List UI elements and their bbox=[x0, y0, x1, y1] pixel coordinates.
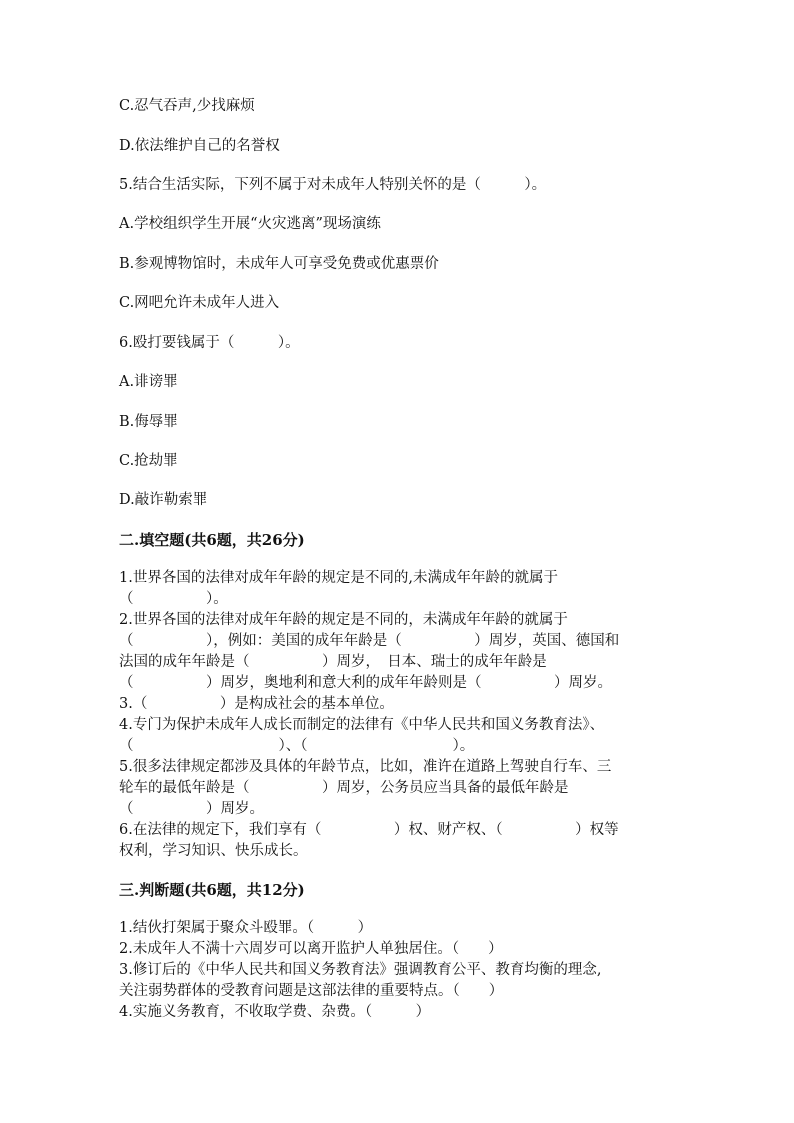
fill-blank-line: （ ），例如：美国的成年年龄是（ ）周岁，英国、德国和 bbox=[119, 633, 620, 649]
fill-blank-line: 1.世界各国的法律对成年年龄的规定是不同的,未满成年年龄的就属于 bbox=[119, 570, 558, 586]
true-false-line: 2.未成年人不满十六周岁可以离开监护人单独居住。（ ） bbox=[119, 941, 503, 957]
true-false-heading: 三.判断题(共6题，共12分) bbox=[119, 881, 305, 899]
fill-blank-line: 3.（ ）是构成社会的基本单位。 bbox=[119, 696, 394, 712]
fill-blank-line: （ ）周岁，奥地利和意大利的成年年龄则是（ ）周岁。 bbox=[119, 675, 612, 691]
true-false-line: 3.修订后的《中华人民共和国义务教育法》强调教育公平、教育均衡的理念, bbox=[119, 962, 602, 978]
q6-option-b: B.侮辱罪 bbox=[119, 414, 178, 430]
q6-option-c: C.抢劫罪 bbox=[119, 453, 178, 469]
q4-option-d: D.依法维护自己的名誉权 bbox=[119, 138, 280, 154]
fill-blank-line: 法国的成年年龄是（ ）周岁， 日本、瑞士的成年年龄是 bbox=[119, 654, 547, 670]
fill-blank-line: 轮车的最低年龄是（ ）周岁，公务员应当具备的最低年龄是 bbox=[119, 780, 569, 796]
q6-option-a: A.诽谤罪 bbox=[119, 374, 178, 390]
fill-blank-line: 权利，学习知识、快乐成长。 bbox=[119, 843, 308, 859]
true-false-line: 1.结伙打架属于聚众斗殴罪。（ ） bbox=[119, 920, 373, 936]
fill-blank-line: 4.专门为保护未成年人成长而制定的法律有《中华人民共和国义务教育法》、 bbox=[119, 717, 605, 733]
q5-option-a: A.学校组织学生开展“火灾逃离”现场演练 bbox=[119, 216, 381, 232]
fill-blank-line: （ ）、（ ）。 bbox=[119, 738, 475, 754]
fill-blank-line: 6.在法律的规定下，我们享有（ ）权、财产权、（ ）权等 bbox=[119, 822, 619, 838]
q5-stem: 5.结合生活实际，下列不属于对未成年人特别关怀的是（ ）。 bbox=[119, 177, 547, 193]
fill-blank-line: （ ）。 bbox=[119, 591, 228, 607]
q6-option-d: D.敲诈勒索罪 bbox=[119, 492, 208, 508]
fill-blank-line: 5.很多法律规定都涉及具体的年龄节点，比如，准许在道路上驾驶自行车、三 bbox=[119, 759, 612, 775]
fill-blank-line: 2.世界各国的法律对成年年龄的规定是不同的，未满成年年龄的就属于 bbox=[119, 612, 568, 628]
q6-stem: 6.殴打要钱属于（ ）。 bbox=[119, 335, 300, 351]
true-false-line: 关注弱势群体的受教育问题是这部法律的重要特点。（ ） bbox=[119, 983, 504, 999]
q4-option-c: C.忍气吞声,少找麻烦 bbox=[119, 98, 255, 114]
q5-option-c: C.网吧允许未成年人进入 bbox=[119, 295, 280, 311]
true-false-line: 4.实施义务教育，不收取学费、杂费。（ ） bbox=[119, 1004, 431, 1020]
q5-option-b: B.参观博物馆时，未成年人可享受免费或优惠票价 bbox=[119, 256, 439, 272]
fill-blank-heading: 二.填空题(共6题，共26分) bbox=[119, 531, 305, 549]
fill-blank-line: （ ）周岁。 bbox=[119, 801, 264, 817]
